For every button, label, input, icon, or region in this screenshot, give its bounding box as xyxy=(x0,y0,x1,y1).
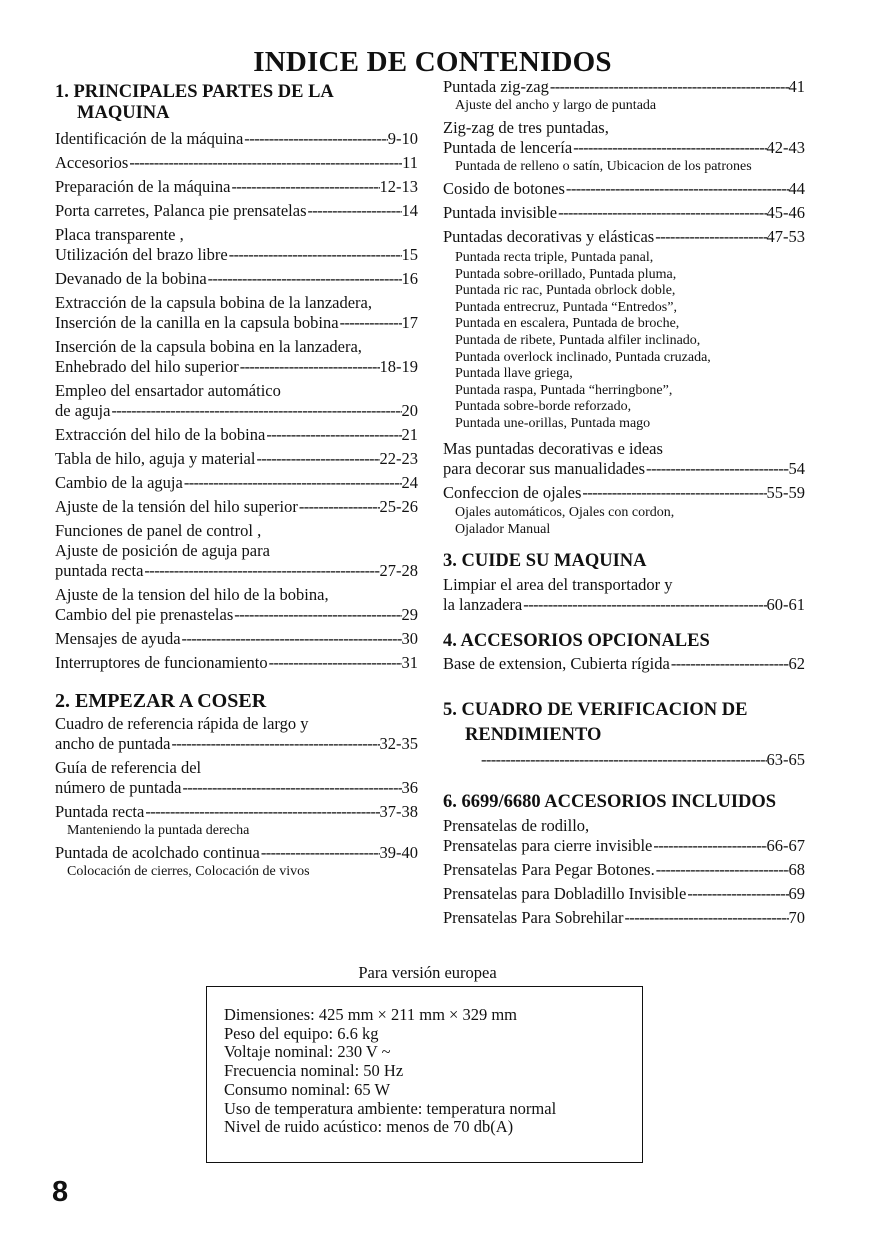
entry-line xyxy=(55,629,418,649)
entry-page: 60-61 xyxy=(766,594,805,614)
entry-page: 18-19 xyxy=(379,357,418,376)
entry-line xyxy=(443,595,805,615)
entry-title: Cambio del pie prenastelas xyxy=(55,605,234,624)
toc-entry xyxy=(443,575,805,615)
toc-entry xyxy=(55,843,418,880)
leader-dots xyxy=(230,177,379,197)
entry-page: 25-26 xyxy=(379,497,418,516)
leader-dots xyxy=(655,860,789,880)
leader-dots xyxy=(307,201,402,221)
entry-page: 68 xyxy=(788,859,805,879)
entry-title: Extracción del hilo de la bobina xyxy=(55,425,266,444)
entry-title: Prensatelas Para Pegar Botones. xyxy=(443,859,655,879)
entry-title: Interruptores de funcionamiento xyxy=(55,653,268,672)
entry-pre: Ajuste de posición de aguja para xyxy=(55,541,270,560)
entry-page: 31 xyxy=(401,653,418,672)
leader-dots xyxy=(565,179,789,199)
entry-page: 30 xyxy=(401,629,418,648)
buttonhole-sub xyxy=(443,504,805,538)
toc-entry xyxy=(443,439,805,479)
entry-title: para decorar sus manualidades xyxy=(443,458,646,478)
entry-page: 39-40 xyxy=(379,843,418,862)
entry-page: 47-53 xyxy=(766,227,805,246)
entry-page: 16 xyxy=(401,269,418,288)
entry-title: Confeccion de ojales xyxy=(443,482,582,502)
leader-dots xyxy=(480,750,767,770)
entry-title: Preparación de la máquina xyxy=(55,177,231,196)
entry-title: Utilización del brazo libre xyxy=(55,245,228,264)
entry-line xyxy=(55,449,418,469)
toc-left-column xyxy=(55,78,418,880)
toc-entry xyxy=(55,473,418,493)
stitch-entries-2 xyxy=(443,439,805,503)
entry-page: 14 xyxy=(401,201,418,220)
entry-line xyxy=(443,908,805,928)
entry-title: Mensajes de ayuda xyxy=(55,629,181,648)
spec-line: Consumo nominal: 65 W xyxy=(224,1079,391,1099)
entry-page: 17 xyxy=(401,313,418,332)
entry-pre: Zig-zag de tres puntadas, xyxy=(443,118,609,137)
entry-title: de aguja xyxy=(55,401,111,420)
section-6-entries xyxy=(443,816,805,928)
toc-entry xyxy=(55,653,418,673)
toc-entry xyxy=(55,269,418,289)
decorative-stitch-item: Puntada entrecruz, Puntada “Entredos”, xyxy=(455,299,677,315)
spec-line: Peso del equipo: 6.6 kg xyxy=(224,1023,379,1043)
entry-title: puntada recta xyxy=(55,561,144,580)
entry-title: Devanado de la bobina xyxy=(55,269,207,288)
entry-title: Ajuste de la tensión del hilo superior xyxy=(55,497,298,516)
entry-pre: Placa transparente , xyxy=(55,225,184,244)
toc-entry xyxy=(55,177,418,197)
entry-line xyxy=(443,77,805,97)
entry-pre: Mas puntadas decorativas e ideas xyxy=(443,438,663,458)
toc-entry xyxy=(55,497,418,517)
entry-page: 55-59 xyxy=(766,482,805,502)
entry-title: Puntada recta xyxy=(55,802,145,821)
leader-dots xyxy=(233,605,401,625)
leader-dots xyxy=(572,138,766,158)
spec-line: Frecuencia nominal: 50 Hz xyxy=(224,1061,404,1081)
entry-pre: Inserción de la capsula bobina en la lanzadera, xyxy=(55,337,362,356)
entry-title: Porta carretes, Palanca pie prensatelas xyxy=(55,201,307,220)
entry-page: 42-43 xyxy=(766,138,805,157)
entry-title: Puntada zig-zag xyxy=(443,77,549,96)
toc-entry xyxy=(443,118,805,175)
leader-dots xyxy=(652,836,766,856)
leader-dots xyxy=(110,401,401,421)
toc-entry xyxy=(55,585,418,625)
entry-pre: Guía de referencia del xyxy=(55,758,202,777)
entry-line xyxy=(480,750,805,770)
entry-pre: Empleo del ensartador automático xyxy=(55,381,281,400)
toc-entry xyxy=(55,449,418,469)
toc-entry xyxy=(55,758,418,798)
entry-line xyxy=(443,459,805,479)
decorative-stitch-item: Puntada sobre-borde reforzado, xyxy=(455,399,632,415)
entry-page: 21 xyxy=(401,425,418,444)
page-title: INDICE DE CONTENIDOS xyxy=(253,46,612,78)
leader-dots xyxy=(170,734,379,754)
toc-entry xyxy=(443,884,805,904)
leader-dots xyxy=(268,653,402,673)
entry-title: Cambio de la aguja xyxy=(55,473,183,492)
toc-entry xyxy=(443,77,805,114)
toc-entry xyxy=(443,750,805,770)
entry-pre: Limpiar el area del transportador y xyxy=(443,574,673,594)
section-heading-2: 2. EMPEZAR A COSER xyxy=(55,690,267,712)
entry-line xyxy=(443,483,805,503)
entry-page: 41 xyxy=(788,77,805,96)
leader-dots xyxy=(265,425,401,445)
toc-entry xyxy=(443,203,805,223)
entry-page: 44 xyxy=(788,179,805,198)
decorative-stitch-item: Puntada ric rac, Puntada obrlock doble, xyxy=(455,283,676,299)
decorative-stitch-item: Puntada llave griega, xyxy=(455,366,573,382)
decorative-stitch-item: Puntada raspa, Puntada “herringbone”, xyxy=(455,382,673,398)
section-heading-5: 5. CUADRO DE VERIFICACION DE RENDIMIENTO xyxy=(443,699,748,745)
leader-dots xyxy=(670,654,789,674)
entry-title: Prensatelas para Dobladillo Invisible xyxy=(443,883,687,903)
leader-dots xyxy=(239,357,380,377)
entry-line xyxy=(55,269,418,289)
entry-title: Prensatelas Para Sobrehilar xyxy=(443,907,624,927)
entry-line xyxy=(55,201,418,221)
spec-caption: Para versión europea xyxy=(358,963,497,982)
toc-entry xyxy=(55,714,418,754)
entry-title: Inserción de la canilla en la capsula bobina xyxy=(55,313,339,332)
entry-line xyxy=(55,653,418,673)
spec-line: Uso de temperatura ambiente: temperatura normal xyxy=(224,1098,557,1118)
leader-dots xyxy=(549,77,789,97)
entry-line xyxy=(443,203,805,223)
entry-title: Cosido de botones xyxy=(443,179,565,198)
toc-entry xyxy=(55,293,418,333)
section-heading-3: 3. CUIDE SU MAQUINA xyxy=(443,550,647,571)
toc-entry xyxy=(443,908,805,928)
entry-line xyxy=(443,860,805,880)
toc-entry xyxy=(55,521,418,581)
entry-line xyxy=(55,473,418,493)
entry-title: Puntada de acolchado continua xyxy=(55,843,260,862)
sub-line: Ojalador Manual xyxy=(455,521,551,537)
entry-line xyxy=(55,605,418,625)
entry-line xyxy=(55,177,418,197)
toc-entry xyxy=(443,860,805,880)
entry-title: Accesorios xyxy=(55,153,129,172)
entry-line xyxy=(55,561,418,581)
entry-page: 66-67 xyxy=(766,835,805,855)
decorative-stitch-item: Puntada en escalera, Puntada de broche, xyxy=(455,316,680,332)
leader-dots xyxy=(144,802,379,822)
leader-dots xyxy=(183,473,402,493)
decorative-stitch-item: Puntada overlock inclinado, Puntada cruzada, xyxy=(455,349,711,365)
toc-entry xyxy=(55,201,418,221)
leader-dots xyxy=(581,483,766,503)
entry-page: 20 xyxy=(401,401,418,420)
sub-line: Ojales automáticos, Ojales con cordon, xyxy=(455,504,675,520)
leader-dots xyxy=(339,313,402,333)
entry-page: 37-38 xyxy=(379,802,418,821)
toc-entry xyxy=(443,179,805,199)
leader-dots xyxy=(207,269,402,289)
entry-title: Puntadas decorativas y elásticas xyxy=(443,227,655,246)
leader-dots xyxy=(128,153,402,173)
entry-line xyxy=(443,138,805,158)
toc-entry xyxy=(55,629,418,649)
entry-page: 69 xyxy=(788,883,805,903)
entry-page: 62 xyxy=(788,653,805,673)
entry-page: 36 xyxy=(401,778,418,797)
entry-page: 11 xyxy=(402,153,418,172)
toc-entry xyxy=(55,337,418,377)
entry-line xyxy=(55,357,418,377)
entry-title: Puntada de lencería xyxy=(443,138,573,157)
decorative-stitch-item: Puntada de ribete, Puntada alfiler inclinado, xyxy=(455,332,701,348)
leader-dots xyxy=(255,449,379,469)
entry-line xyxy=(55,843,418,863)
leader-dots xyxy=(624,908,789,928)
entry-line xyxy=(55,425,418,445)
section-heading-1: 1. PRINCIPALES PARTES DE LA MAQUINA xyxy=(55,82,334,123)
entry-page: 29 xyxy=(401,605,418,624)
entry-line xyxy=(55,778,418,798)
entry-sub: Manteniendo la puntada derecha xyxy=(67,823,250,838)
spec-line: Dimensiones: 425 mm × 211 mm × 329 mm xyxy=(224,1005,517,1024)
entry-line xyxy=(443,836,805,856)
decorative-stitch-list xyxy=(443,250,805,433)
leader-dots xyxy=(557,203,766,223)
decorative-stitch-item: Puntada recta triple, Puntada panal, xyxy=(455,250,654,265)
entry-page: 54 xyxy=(788,458,805,478)
entry-title: Identificación de la máquina xyxy=(55,129,244,148)
section-2-entries xyxy=(55,714,418,880)
entry-line xyxy=(55,153,418,173)
entry-title: la lanzadera xyxy=(443,594,523,614)
leader-dots xyxy=(260,843,380,863)
leader-dots xyxy=(243,129,387,149)
entry-title: ancho de puntada xyxy=(55,734,171,753)
toc-entry xyxy=(55,381,418,421)
entry-page: 15 xyxy=(401,245,418,264)
entry-page: 63-65 xyxy=(766,749,805,769)
entry-line xyxy=(55,401,418,421)
entry-page: 27-28 xyxy=(379,561,418,580)
spec-line: Voltaje nominal: 230 V ~ xyxy=(224,1042,391,1062)
toc-entry xyxy=(55,153,418,173)
section-heading-4: 4. ACCESORIOS OPCIONALES xyxy=(443,630,710,651)
entry-line xyxy=(443,179,805,199)
toc-entry xyxy=(55,129,418,149)
entry-page: 12-13 xyxy=(379,177,418,196)
leader-dots xyxy=(298,497,380,517)
entry-sub: Puntada de relleno o satín, Ubicacion de los patrones xyxy=(455,159,752,174)
entry-pre: Ajuste de la tension del hilo de la bobina, xyxy=(55,585,329,604)
entry-title: Prensatelas para cierre invisible xyxy=(443,835,653,855)
leader-dots xyxy=(181,778,401,798)
entry-line xyxy=(443,884,805,904)
entry-line xyxy=(55,497,418,517)
entry-title: Base de extension, Cubierta rígida xyxy=(443,653,670,673)
entry-line xyxy=(55,245,418,265)
spec-box xyxy=(206,986,643,1163)
entry-title: Puntada invisible xyxy=(443,203,558,222)
entry-title: Enhebrado del hilo superior xyxy=(55,357,239,376)
entry-page: 22-23 xyxy=(379,449,418,468)
entry-page: 9-10 xyxy=(387,129,418,148)
leader-dots xyxy=(181,629,402,649)
decorative-stitch-item: Puntada sobre-orillado, Puntada pluma, xyxy=(455,266,677,282)
toc-entry xyxy=(55,225,418,265)
leader-dots xyxy=(654,227,766,247)
section-heading-6: 6. 6699/6680 ACCESORIOS INCLUIDOS xyxy=(443,791,777,812)
page-number: 8 xyxy=(52,1176,69,1208)
spec-line: Nivel de ruido acústico: menos de 70 db(A) xyxy=(224,1117,514,1137)
leader-dots xyxy=(645,459,788,479)
toc-entry xyxy=(443,654,805,674)
entry-sub: Ajuste del ancho y largo de puntada xyxy=(455,98,657,113)
leader-dots xyxy=(522,595,766,615)
entry-line xyxy=(55,129,418,149)
leader-dots xyxy=(686,884,788,904)
entry-line xyxy=(443,654,805,674)
section-1-entries xyxy=(55,129,418,673)
toc-entry xyxy=(55,425,418,445)
entry-page: 32-35 xyxy=(379,734,418,753)
entry-line xyxy=(55,313,418,333)
toc-entry xyxy=(443,227,805,247)
entry-line xyxy=(443,227,805,247)
entry-title: Tabla de hilo, aguja y material xyxy=(55,449,256,468)
toc-entry xyxy=(443,483,805,503)
entry-pre: Cuadro de referencia rápida de largo y xyxy=(55,714,309,733)
stitch-entries xyxy=(443,77,805,247)
entry-line xyxy=(55,734,418,754)
entry-page: 70 xyxy=(788,907,805,927)
entry-sub: Colocación de cierres, Colocación de vivos xyxy=(67,864,310,879)
entry-title: número de puntada xyxy=(55,778,182,797)
decorative-stitch-item: Puntada une-orillas, Puntada mago xyxy=(455,415,651,431)
toc-entry xyxy=(443,816,805,856)
entry-pre: Funciones de panel de control , xyxy=(55,521,262,540)
entry-page: 24 xyxy=(401,473,418,492)
toc-right-column xyxy=(443,78,805,928)
entry-page: 45-46 xyxy=(766,203,805,222)
leader-dots xyxy=(143,561,379,581)
leader-dots xyxy=(228,245,402,265)
entry-pre: Prensatelas de rodillo, xyxy=(443,815,590,835)
entry-pre: Extracción de la capsula bobina de la lanzadera, xyxy=(55,293,373,312)
toc-entry xyxy=(55,802,418,839)
entry-line xyxy=(55,802,418,822)
